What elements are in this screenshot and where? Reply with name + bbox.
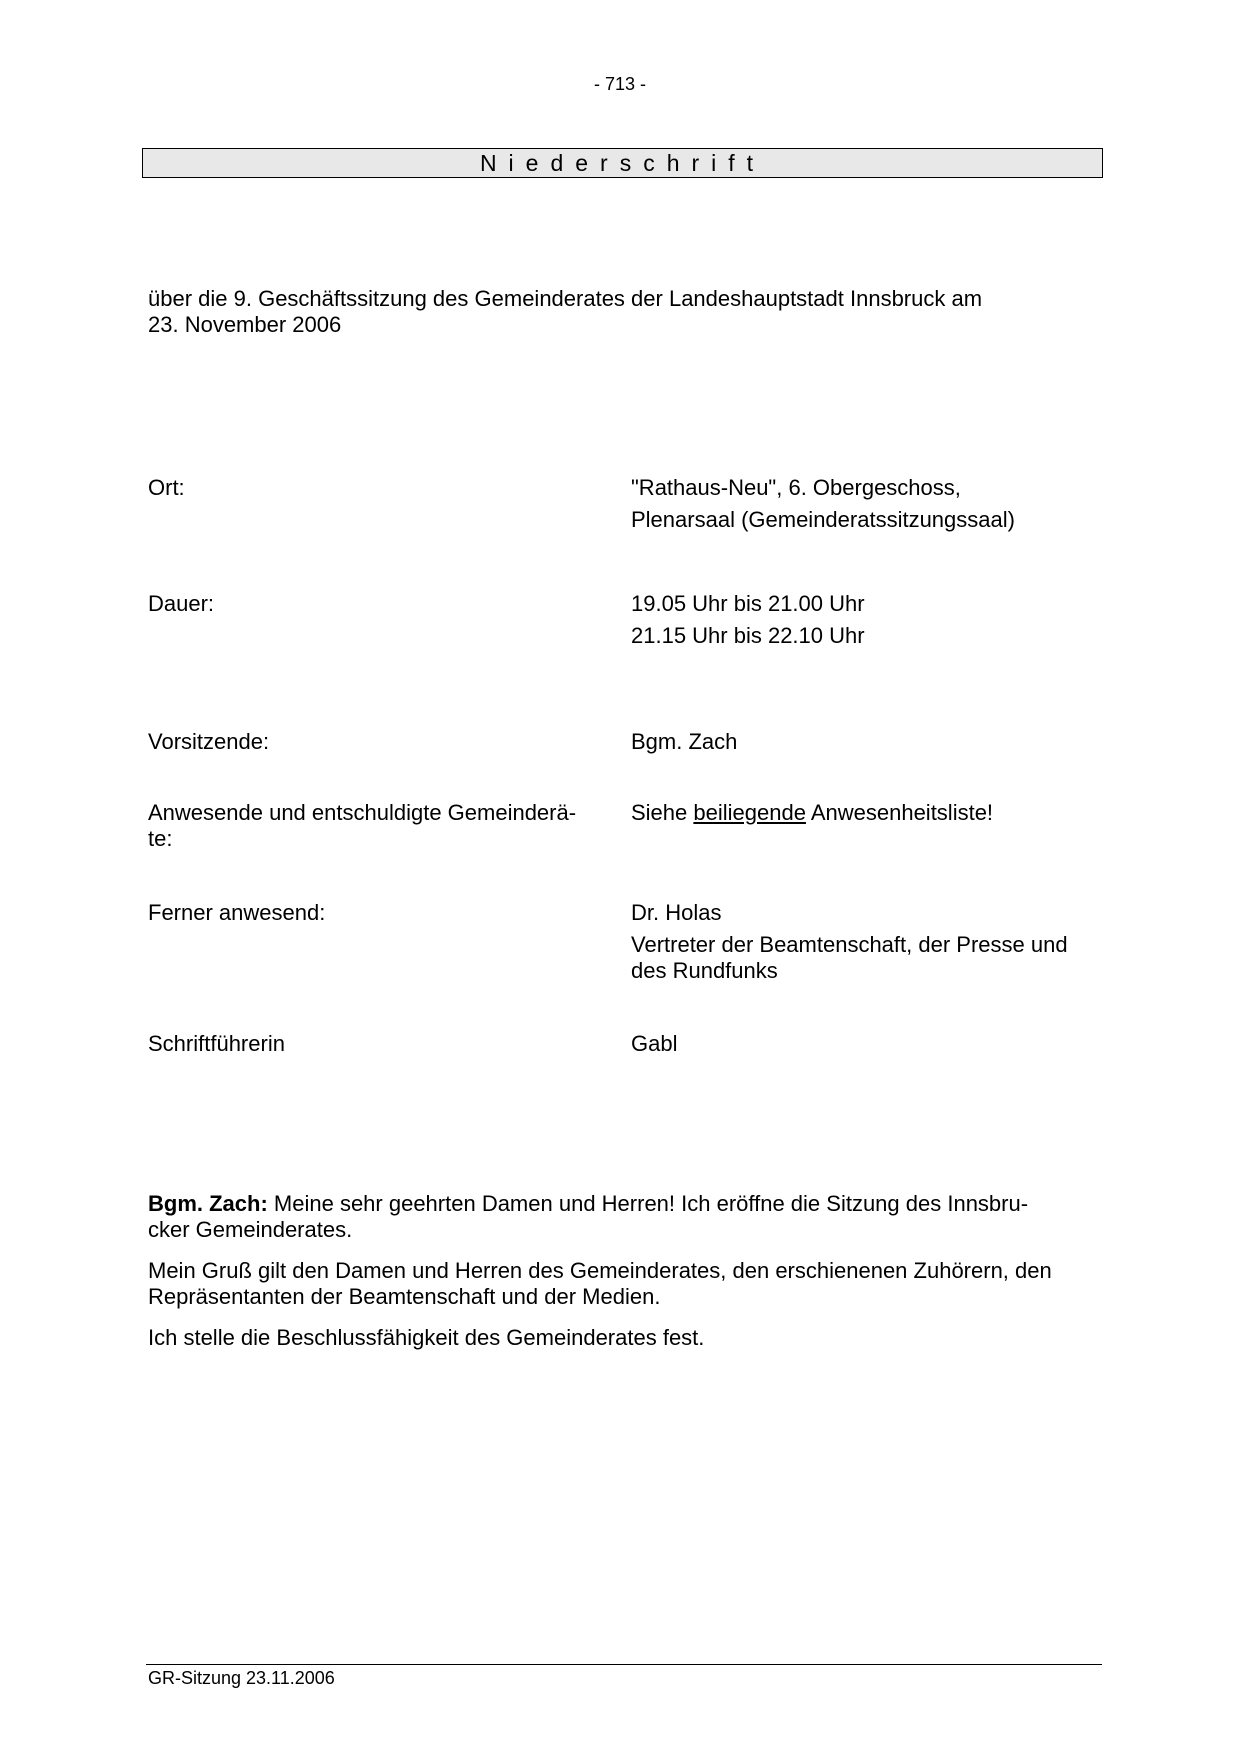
- dauer-value-line-2: 21.15 Uhr bis 22.10 Uhr: [631, 623, 865, 648]
- schriftfuehrerin-value: Gabl: [631, 1031, 678, 1056]
- vorsitzende-label: Vorsitzende:: [148, 729, 270, 754]
- anwesende-value-pre: Siehe: [631, 800, 694, 825]
- schriftfuehrerin-label: Schriftführerin: [148, 1031, 285, 1056]
- speech-paragraph-2-line-2: Repräsentanten der Beamtenschaft und der Medien.: [148, 1284, 661, 1309]
- ort-value-line-2: Plenarsaal (Gemeinderatssitzungssaal): [631, 507, 1015, 532]
- ort-label: Ort:: [148, 475, 185, 500]
- speech-paragraph-1-line-2: cker Gemeinderates.: [148, 1217, 353, 1242]
- dauer-value-line-1: 19.05 Uhr bis 21.00 Uhr: [631, 591, 865, 616]
- ferner-value-line-2: Vertreter der Beamtenschaft, der Presse und: [631, 932, 1068, 957]
- intro-line-1: über die 9. Geschäftssitzung des Gemeinderates der Landeshauptstadt Innsbruck am: [148, 286, 983, 311]
- ferner-label: Ferner anwesend:: [148, 900, 326, 925]
- ort-value-line-1: "Rathaus-Neu", 6. Obergeschoss,: [631, 475, 961, 500]
- ferner-value-line-3: des Rundfunks: [631, 958, 778, 983]
- anwesende-label: [148, 800, 608, 852]
- document-title: Niederschrift: [142, 148, 1103, 178]
- anwesende-value: [631, 800, 1101, 826]
- footer-divider: [146, 1664, 1102, 1665]
- anwesende-value-underlined: beiliegende: [693, 800, 806, 825]
- ort-value: [631, 475, 1101, 533]
- intro-line-2: 23. November 2006: [148, 312, 342, 337]
- dauer-label: Dauer:: [148, 591, 215, 616]
- speech-paragraph-2-line-1: Mein Gruß gilt den Damen und Herren des Gemeinderates, den erschienenen Zuhörern, den: [148, 1258, 1052, 1283]
- speaker-name: Bgm. Zach:: [148, 1191, 268, 1216]
- ferner-value: [631, 900, 1101, 984]
- footer-text: GR-Sitzung 23.11.2006: [148, 1668, 335, 1688]
- anwesende-label-line-2: te:: [148, 826, 173, 851]
- anwesende-value-post: Anwesenheitsliste!: [805, 800, 994, 825]
- ferner-value-line-1: Dr. Holas: [631, 900, 722, 925]
- speech-paragraph-1: [148, 1191, 1103, 1243]
- dauer-value: [631, 591, 1101, 649]
- speech-paragraph-2: [148, 1258, 1103, 1310]
- speech-paragraph-1-line-1: [148, 1191, 1103, 1217]
- anwesende-label-line-1: Anwesende und entschuldigte Gemeinderä-: [148, 800, 577, 825]
- speech-p1-text-1: Meine sehr geehrten Damen und Herren! Ich eröffne die Sitzung des Innsbru-: [267, 1191, 1029, 1216]
- speech-paragraph-3: Ich stelle die Beschlussfähigkeit des Gemeinderates fest.: [148, 1325, 705, 1350]
- vorsitzende-value: Bgm. Zach: [631, 729, 738, 754]
- page-number: - 713 -: [593, 74, 647, 94]
- intro-text: [148, 286, 1088, 338]
